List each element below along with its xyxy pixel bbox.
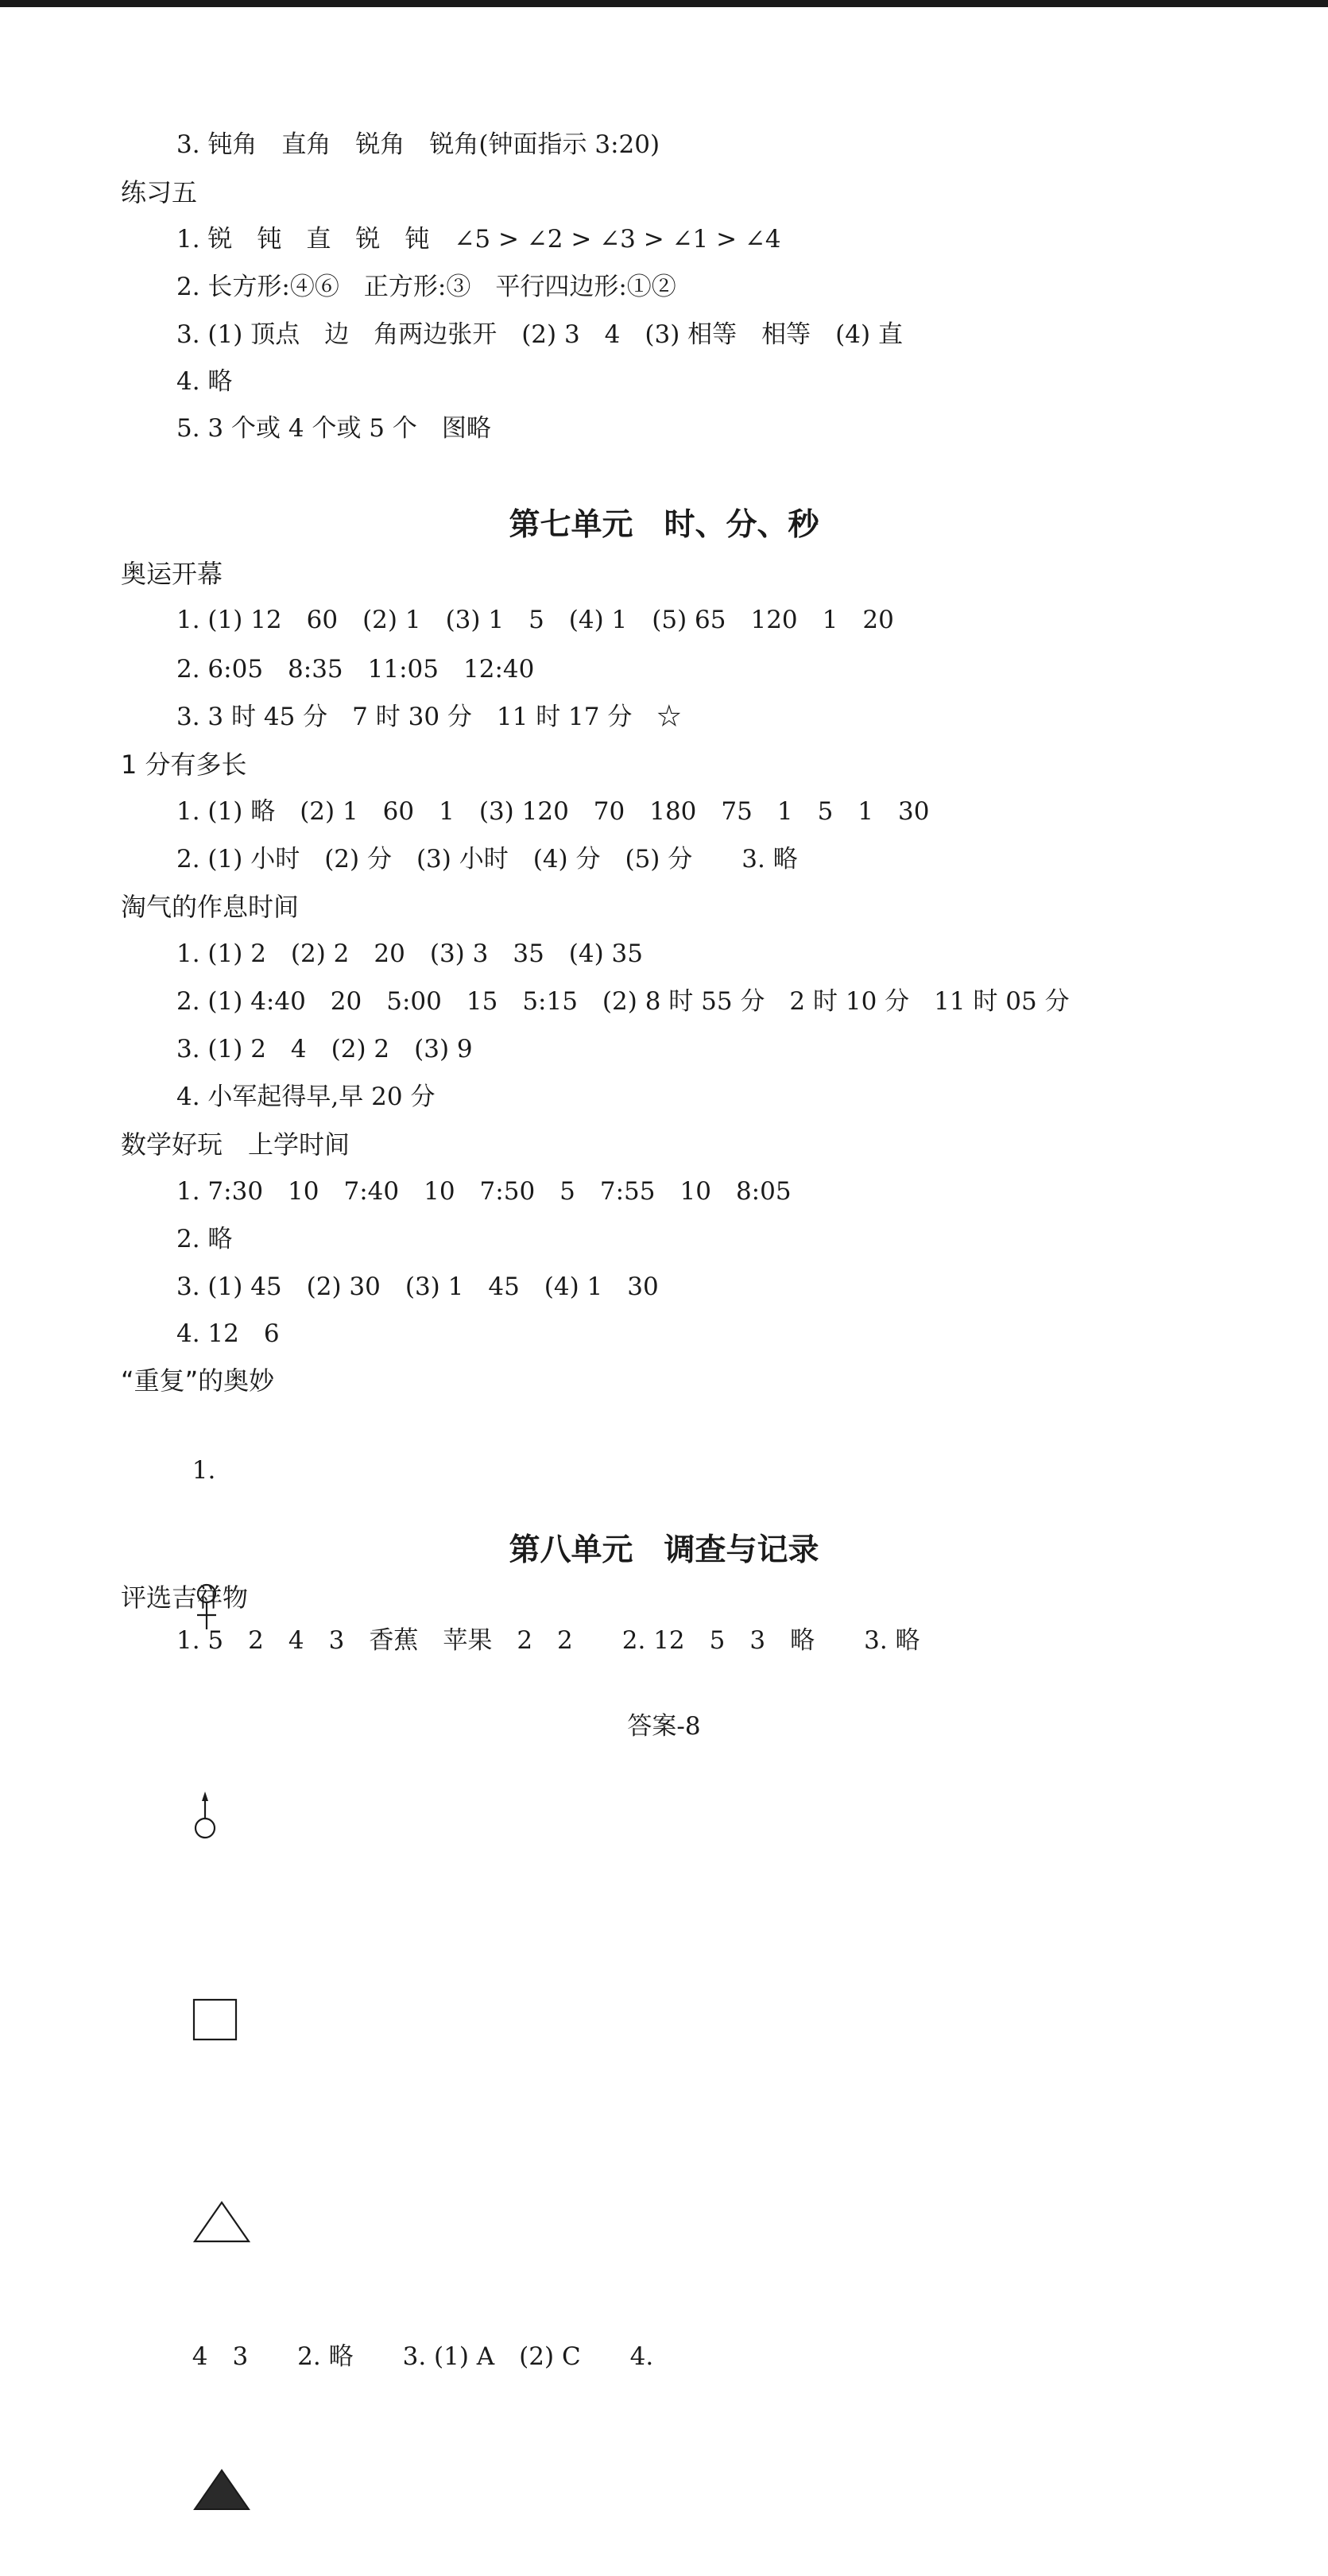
answer-line: 1. 锐 钝 直 锐 钝 ∠5 > ∠2 > ∠3 > ∠1 > ∠4 (176, 225, 781, 254)
unit-title-7: 第七单元 时、分、秒 (509, 506, 819, 543)
answer-line: 1. (1) 2 (2) 2 20 (3) 3 35 (4) 35 (176, 939, 644, 968)
answer-text: 4 3 2. 略 3. (1) A (2) C 4. (192, 2342, 654, 2371)
answer-line: 2. 略 (176, 1225, 233, 1253)
answer-line: 1. (1) 略 (2) 1 60 1 (3) 120 70 180 75 1 5 1 30 (176, 797, 930, 826)
pin-circle-icon (192, 1726, 223, 1903)
square-icon (192, 1935, 238, 2105)
answer-line: 4. 12 6 (176, 1319, 280, 1348)
section-title-schedule: 淘气的作息时间 (121, 892, 300, 922)
section-title-school-time: 数学好玩 上学时间 (121, 1129, 350, 1160)
section-title-mascot: 评选吉祥物 (121, 1582, 249, 1613)
section-title-exercise5: 练习五 (121, 177, 198, 207)
answer-line: 1. (1) 12 60 (2) 1 (3) 1 5 (4) 1 (5) 65 120 1 20 (176, 606, 894, 634)
unit-title-8: 第八单元 调查与记录 (509, 1532, 819, 1568)
answer-line: 1. 5 2 4 3 香蕉 苹果 2 2 2. 12 5 3 略 3. 略 (176, 1626, 920, 1655)
page-number: 答案-8 (627, 1712, 701, 1741)
answer-line: 3. (1) 2 4 (2) 2 (3) 9 (176, 1035, 473, 1063)
answer-line: 2. (1) 小时 (2) 分 (3) 小时 (4) 分 (5) 分 3. 略 (176, 845, 798, 874)
section-title-olympic: 奥运开幕 (121, 559, 223, 589)
answer-line: 4. 略 (176, 367, 233, 396)
answer-line: 3. 3 时 45 分 7 时 30 分 11 时 17 分 ☆ (176, 703, 682, 731)
page-top-border (0, 0, 1328, 7)
answer-line: 3. 钝角 直角 锐角 锐角(钟面指示 3:20) (176, 130, 660, 159)
answer-line: 3. (1) 45 (2) 30 (3) 1 45 (4) 1 30 (176, 1273, 659, 1301)
answer-prefix: 1. (192, 1455, 216, 1485)
answer-line-shapes (176, 1421, 653, 2576)
answer-line: 5. 3 个或 4 个或 5 个 图略 (176, 414, 491, 443)
answer-line: 2. 长方形:④⑥ 正方形:③ 平行四边形:①② (176, 273, 676, 301)
answer-line: 4. 小军起得早,早 20 分 (176, 1083, 436, 1111)
triangle-outline-icon (192, 2136, 251, 2308)
answer-line: 2. (1) 4:40 20 5:00 15 5:15 (2) 8 时 55 分 2 时 10 分 11 时 05 分 (176, 987, 1070, 1016)
answer-line: 3. (1) 顶点 边 角两边张开 (2) 3 4 (3) 相等 相等 (4) 直 (176, 320, 903, 349)
section-title-repeat: “重复”的奥妙 (121, 1365, 275, 1396)
answer-line: 1. 7:30 10 7:40 10 7:50 5 7:55 10 8:05 (176, 1177, 792, 1206)
triangle-filled-icon (192, 2404, 251, 2576)
section-title-one-minute: 1 分有多长 (121, 750, 247, 780)
answer-line: 2. 6:05 8:35 11:05 12:40 (176, 655, 535, 684)
